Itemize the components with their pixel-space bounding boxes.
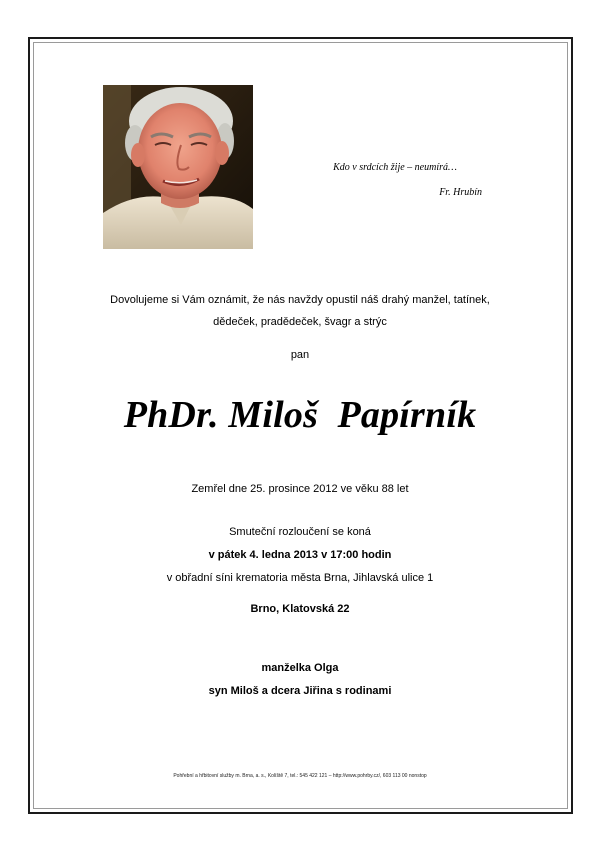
announcement-text bbox=[0, 289, 600, 333]
family-address: Brno, Klatovská 22 bbox=[250, 603, 350, 615]
family-line-2: syn Miloš a dcera Jiřina s rodinami bbox=[208, 685, 392, 697]
ceremony-info bbox=[0, 521, 600, 590]
deceased-name bbox=[0, 393, 600, 437]
announcement-line-1: Dovolujeme si Vám oznámit, že nás navždy opustil náš drahý manžel, tatínek, bbox=[110, 294, 490, 306]
memorial-quote bbox=[300, 155, 490, 205]
family-line-1: manželka Olga bbox=[261, 662, 339, 674]
ceremony-datetime: v pátek 4. ledna 2013 v 17:00 hodin bbox=[208, 549, 392, 561]
quote-author: Fr. Hrubín bbox=[439, 187, 482, 198]
footer-funeral-service: Pohřební a hřbitovní služby m. Brna, a. s., Kolíště 7, tel.: 545 422 121 – http://www.pohrby.cz/, 603 113 00 nonstop bbox=[173, 773, 427, 779]
announcement-line-2: dědeček, pradědeček, švagr a strýc bbox=[213, 316, 387, 328]
quote-text: Kdo v srdcích žije – neumírá… bbox=[333, 162, 457, 173]
ceremony-intro: Smuteční rozloučení se koná bbox=[229, 526, 371, 538]
family-signature bbox=[0, 657, 600, 703]
salutation: pan bbox=[290, 349, 310, 361]
ceremony-place: v obřadní síni krematoria města Brna, Jihlavská ulice 1 bbox=[166, 572, 434, 584]
portrait-photo bbox=[103, 85, 253, 249]
deceased-name-text: PhDr. Miloš Papírník bbox=[123, 394, 477, 436]
death-info: Zemřel dne 25. prosince 2012 ve věku 88 let bbox=[191, 483, 409, 495]
